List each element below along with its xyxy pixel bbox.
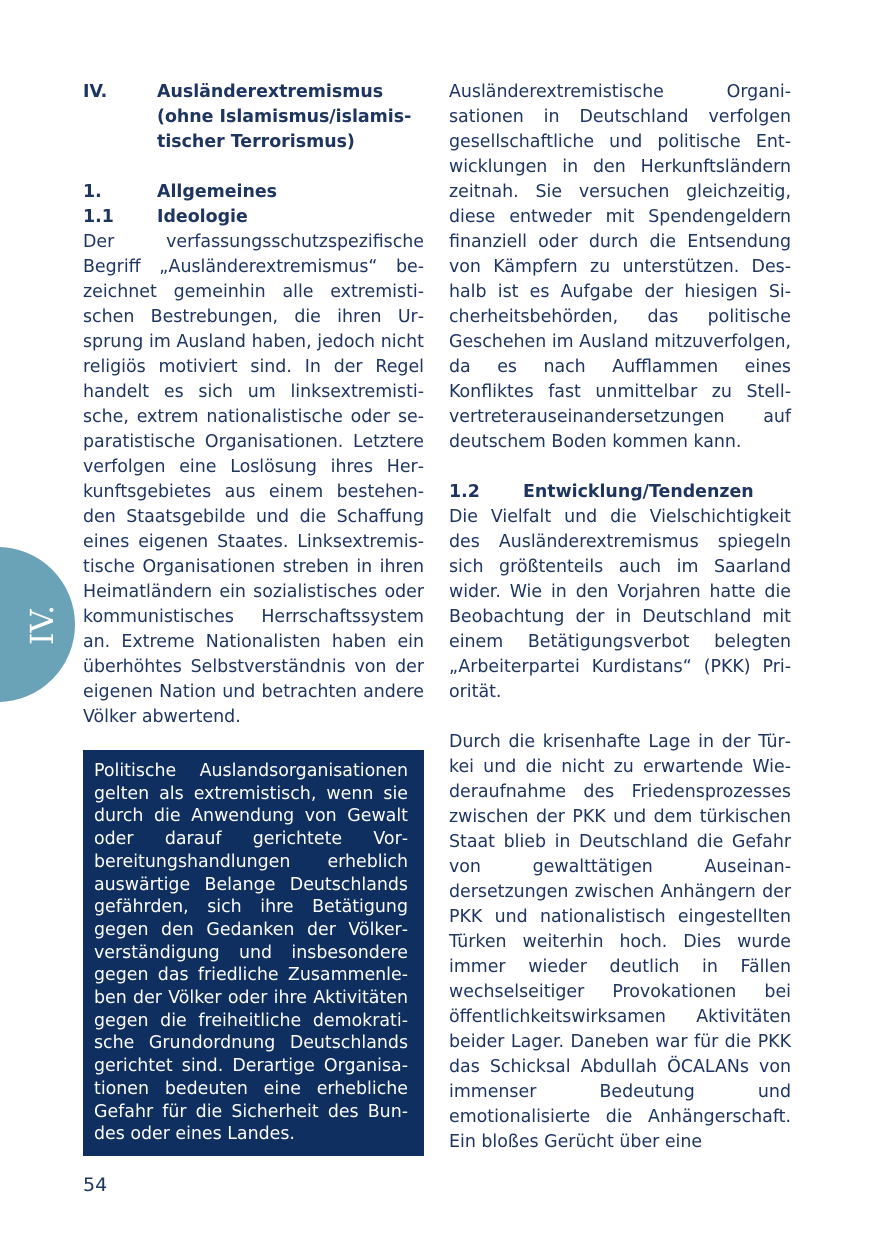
section-1-2-title: Entwicklung/Tendenzen: [523, 482, 754, 502]
intro-paragraph: Ausländerextremistische Organisationen in Deutschland verfolgen gesellschaftliche und politische Entwicklungen in den Herkunftsländern zeitnah. Sie versuchen gleichzeitig, diese entweder mit Spendengeldern finanziell oder durch die Entsendung von Kämpfern zu unterstützen. Deshalb ist es Aufgabe der hiesigen Sicherheitsbehörden, das politische Geschehen im Ausland mitzuverfolgen, da es nach Aufflammen eines Konfliktes fast unmittelbar zu Stellvertreterauseinandersetzungen auf deutschem Boden kommen kann.: [449, 82, 791, 452]
definition-box: [83, 750, 424, 1156]
page-number: 54: [83, 1174, 108, 1196]
section-1-number: 1.: [83, 182, 102, 202]
section-1-title: Allgemeines: [157, 182, 278, 202]
chapter-side-tab-label: IV.: [23, 604, 62, 646]
development-paragraph-2: Durch die krisenhafte Lage in der Türkei und die nicht zu erwartende Wiederaufnahme des Friedensprozesses zwischen der PKK und dem türkischen Staat blieb in Deutschland die Gefahr von gewalttätigen Auseinandersetzungen zwischen Anhängern der PKK und nationalistisch eingestellten Türken weiterhin hoch. Dies wurde immer wieder deutlich in Fällen wechselseitiger Provokationen bei öffentlichkeitswirksamen Aktivitäten beider Lager. Daneben war für die PKK das Schicksal Abdullah ÖCALANs von immenser Bedeutung und emotionalisierte die Anhängerschaft. Ein bloßes Gerücht über eine: [449, 732, 791, 1152]
chapter-title: Ausländerextremismus (ohne Islamismus/islamistischer Terrorismus): [157, 82, 412, 152]
chapter-number: IV.: [83, 82, 108, 102]
definition-text: Politische Auslandsorganisationen gelten als extremistisch, wenn sie durch die Anwendung von Gewalt oder darauf gerichtete Vorbereitungshandlungen erheblich auswärtige Belange Deutschlands gefährden, sich ihre Betätigung gegen den Gedanken der Völkerverständigung und insbesondere gegen das friedliche Zusammenleben der Völker oder ihre Aktivitäten gegen die freiheitliche demokratische Grundordnung Deutschlands gerichtet sind. Derartige Organisationen bedeuten eine erhebliche Gefahr für die Sicherheit des Bundes oder eines Landes.: [94, 761, 408, 1145]
section-1-1-number: 1.1: [83, 207, 114, 227]
development-paragraph-1: Die Vielfalt und die Vielschichtigkeit des Ausländerextremismus spiegeln sich größtenteils auch im Saarland wider. Wie in den Vorjahren hatte die Beobachtung der in Deutschland mit einem Betätigungsverbot belegten „Arbeiterpartei Kurdistans“ (PKK) Priorität.: [449, 507, 791, 702]
section-1-2-number: 1.2: [449, 482, 480, 502]
right-column: [449, 80, 791, 1155]
left-column: [83, 80, 424, 1156]
section-1-heading: [83, 180, 424, 205]
section-1-1-title: Ideologie: [157, 207, 248, 227]
section-1-1-heading: [83, 205, 424, 230]
section-1-2-heading: [449, 480, 791, 505]
ideology-paragraph: Der verfassungsschutzspezifische Begriff „Ausländerextremismus“ bezeichnet gemeinhin alle extremistischen Bestrebungen, die ihren Ursprung im Ausland haben, jedoch nicht religiös motiviert sind. In der Regel handelt es sich um linksextremistische, extrem nationalistische oder separatistische Organisationen. Letztere verfolgen eine Loslösung ihres Herkunftsgebietes aus einem bestehenden Staatsgebilde und die Schaffung eines eigenen Staates. Linksextremistische Organisationen streben in ihren Heimatländern ein sozialistisches oder kommunistisches Herrschaftssystem an. Extreme Nationalisten haben ein überhöhtes Selbstverständnis von der eigenen Nation und betrachten andere Völker abwertend.: [83, 232, 424, 727]
chapter-heading: [83, 80, 424, 155]
